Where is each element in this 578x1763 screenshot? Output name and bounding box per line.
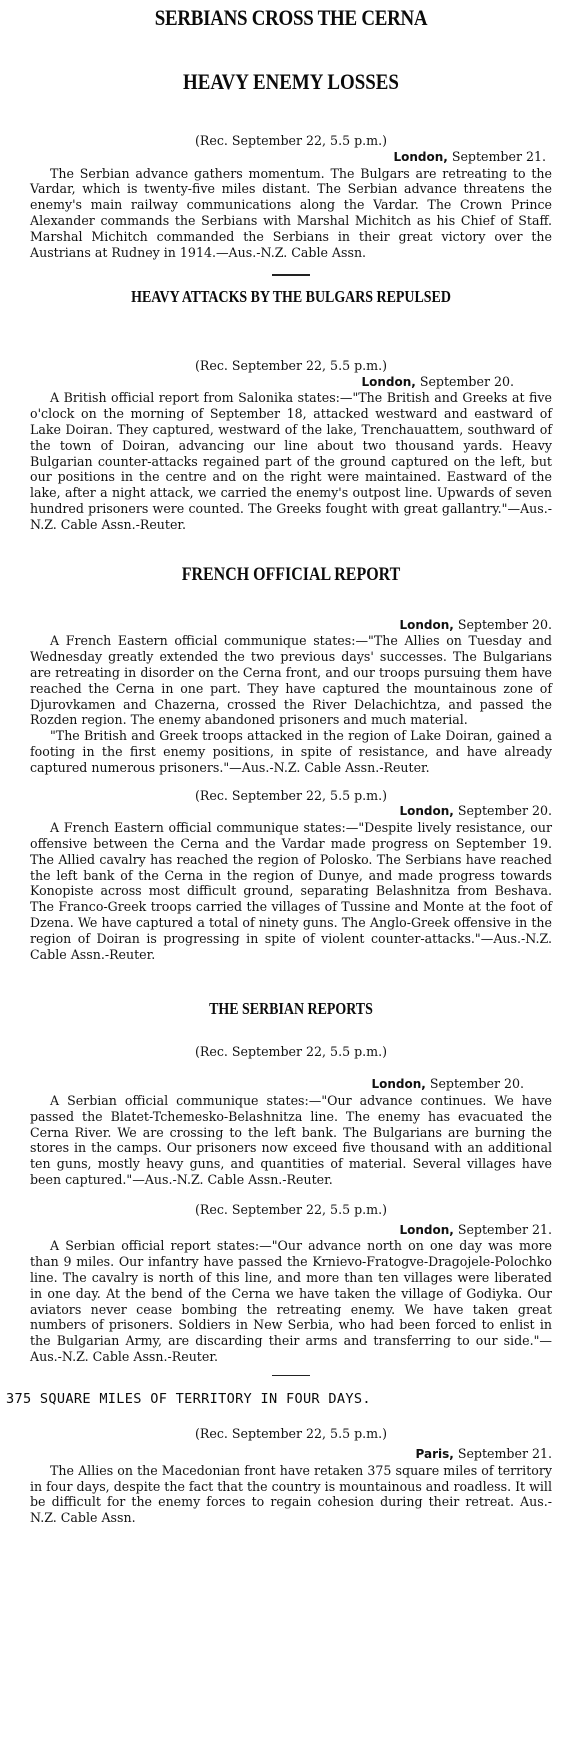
dateline [30,1222,552,1239]
dateline-date: September 21. [453,1446,552,1462]
received-line: (Rec. September 22, 5.5 p.m.) [194,133,388,148]
article-text: A British official report from Salonika states:—"The British and Greeks at five o'clock on the morning of September 18, attacked westward and eastward of Lake Doiran. They captured, westward of the lake, Trenchauattem, southward of the town of Doiran, advancing our line about two thousand yards. Heavy Bulgarian counter-attacks regained part of the ground captured on the left, but our positions in the centre and on the right were maintained. Eastward of the lake, after a night attack, we carried the enemy's outpost line. Upwards of seven hundred prisoners were counted. The Greeks fought with great gallantry."—Aus.-N.Z. Cable Assn.-Reuter. [30,390,552,532]
article-territory [6,1390,552,1526]
article-text: A French Eastern official communique states:—"The Allies on Tuesday and Wednesday greatly extended the two previous days' successes. The Bulgarians are retreating in disorder on the Cerna front, and our troops pursuing them have reached the Cerna in one part. They have captured the mountainous zone of Djurovkamen and Chazerna, crossed the River Delachichtza, and passed the Rozden region. The enemy abandoned prisoners and much material. [30,633,552,728]
dateline [30,1446,552,1463]
sub-headline: HEAVY ENEMY LOSSES [183,69,399,94]
received-line: (Rec. September 22, 5.5 p.m.) [194,1044,388,1060]
dateline [30,1076,552,1093]
article-serbian-reports [30,998,552,1364]
divider [272,1375,310,1377]
article-text: The Allies on the Macedonian front have retaken 375 square miles of territory in four days, despite the fact that the country is mountainous and roadless. It will be difficult for the enemy forces to regain cohesion during their retreat. Aus.-N.Z. Cable Assn. [30,1462,552,1526]
received-line: (Rec. September 22, 5.5 p.m.) [194,1201,388,1217]
dateline-date: September 21. [453,1221,552,1237]
article-heading: 375 SQUARE MILES OF TERRITORY IN FOUR DAYS. [6,1391,371,1408]
article-text: A French Eastern official communique states:—"Despite lively resistance, our offensive between the Cerna and the Vardar made progress on September 19. The Allied cavalry has reached the region of Polosko. The Serbians have reached the left bank of the Cerna in the region of Dunye, and made progress towards Konopiste across most difficult ground, separating Belashnitza from Beshava. The Franco-Greek troops carried the villages of Tussine and Monte at the foot of Dzena. We have captured a total of ninety guns. The Anglo-Greek offensive in the region of Doiran is progressing in spite of violent counter-attacks."—Aus.-N.Z. Cable Assn.-Reuter. [30,820,552,962]
dateline-city: Paris, [415,1447,454,1462]
dateline-date: September 20. [425,1076,524,1092]
dateline-city: London, [399,617,454,632]
article-text: A Serbian official report states:—"Our advance north on one day was more than 9 miles. Our infantry have passed the Krnievo-Fratogve-Dragojele-Polochko line. The cavalry is north of this line, and more than ten villages were liberated in one day. At the bend of the Cerna we have taken the village of Godiyka. Our aviators never cease bombing the retreating enemy. We have taken great numbers of prisoners. Soldiers in New Serbia, who had been forced to enlist in the Bulgarian Army, are discarding their arms and transferring to our side."—Aus.-N.Z. Cable Assn.-Reuter. [30,1238,552,1364]
article-text: A Serbian official communique states:—"Our advance continues. We have passed the Blatet-Tchemesko-Belashnitza line. The enemy has evacuated the Cerna River. We are crossing to the left bank. The Bulgarians are burning the stores in the camps. Our prisoners now exceed five thousand with an additional ten guns, mostly heavy guns, and quantities of material. Several villages have been captured."—Aus.-N.Z. Cable Assn.-Reuter. [30,1092,552,1187]
main-headline: SERBIANS CROSS THE CERNA [154,5,428,30]
dateline [30,803,552,820]
article-text: The Serbian advance gathers momentum. The Bulgars are retreating to the Vardar, which is twenty-five miles distant. The Serbian advance threatens the enemy's main railway communications along the Vardar. The Crown Prince Alexander commands the Serbians with Marshal Michitch as his Chief of Staff. Marshal Michitch commanded the Serbians in their great victory over the Austrians at Rudney in 1914.—Aus.-N.Z. Cable Assn. [30,165,552,260]
article-french-report [30,563,552,963]
article-heading: HEAVY ATTACKS BY THE BULGARS REPULSED [131,286,451,306]
received-line: (Rec. September 22, 5.5 p.m.) [194,787,388,803]
dateline [30,617,552,634]
dateline-city: London, [399,804,454,819]
received-line: (Rec. September 22, 5.5 p.m.) [194,1426,388,1442]
article-text: "The British and Greek troops attacked in the region of Lake Doiran, gained a footing in the first enemy positions, in spite of resistance, and have already captured numerous prisoners."—Aus.-N.Z. Cable Assn.-Reuter. [30,728,552,775]
dateline-date: September 20. [453,616,552,632]
article-heading: THE SERBIAN REPORTS [209,999,373,1019]
received-line: (Rec. September 22, 5.5 p.m.) [194,357,388,373]
dateline-city: London, [371,1077,426,1092]
dateline-date: September 20. [453,803,552,819]
dateline [30,149,552,166]
dateline-city: London, [399,1222,454,1237]
dateline-date: September 20. [415,373,514,389]
article-heading: FRENCH OFFICIAL REPORT [181,563,401,585]
dateline-city: London, [361,374,416,389]
dateline-date: September 21. [447,148,546,164]
dateline [30,374,552,391]
dateline-city: London, [393,149,448,164]
article-bulgar-attacks [30,286,552,533]
divider [272,274,310,276]
article-serbian-advance [30,133,552,260]
